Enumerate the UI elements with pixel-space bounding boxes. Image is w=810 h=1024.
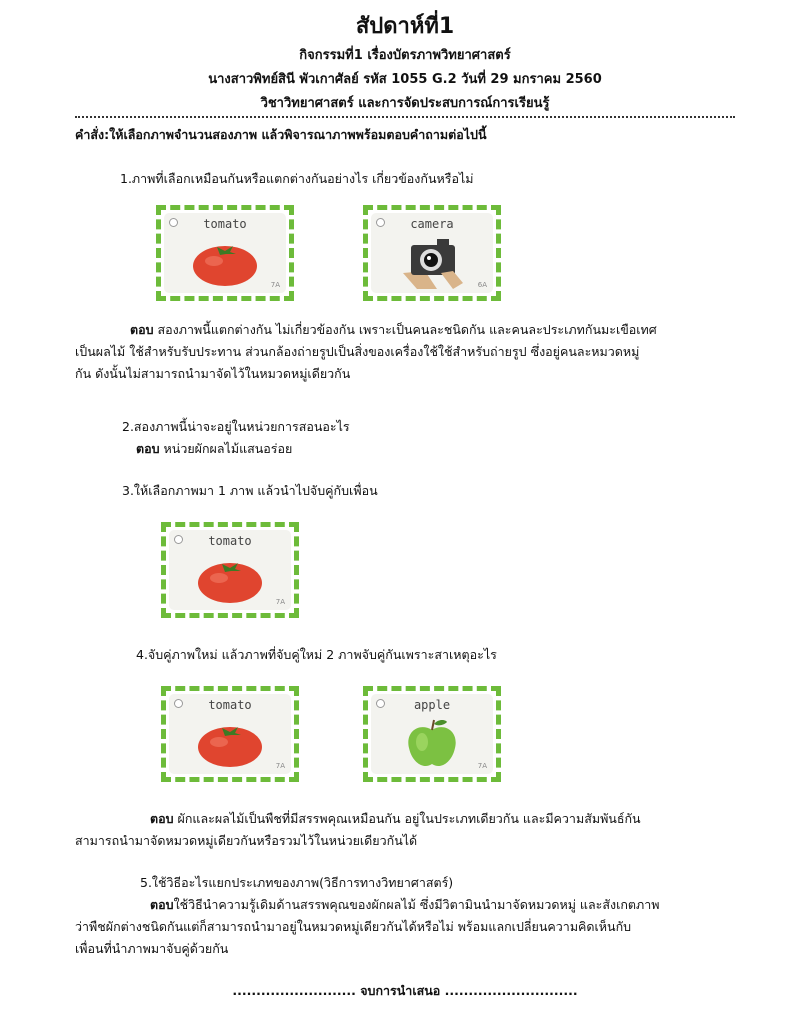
answer-5-line-1 [75,894,660,916]
footer-end: .......................... จบการนำเสนอ ............................ [232,983,578,998]
question-1: 1.ภาพที่เลือกเหมือนกันหรือแตกต่างกันอย่างไร เกี่ยวข้องกันหรือไม่ [120,171,474,186]
card-code: 7A [275,762,285,770]
activity-title: กิจกรรมที่1 เรื่องบัตรภาพวิทยาศาสตร์ [299,48,511,63]
apple-icon [397,714,467,770]
card-apple [363,686,501,782]
card-tomato [156,205,294,301]
card-tomato [161,686,299,782]
answer-5-line-2: ว่าพืชผักต่างชนิดกันแต่ก็สามารถนำมาอยู่ในหมวดหมู่เดียวกันได้หรือไม่ พร้อมแลกเปลี่ยนความคิดเห็นกับ [75,919,632,934]
page-title: สัปดาห์ที่1 [355,14,455,39]
question-5: 5.ใช้วิธีอะไรแยกประเภทของภาพ(วิธีการทางวิทยาศาสตร์) [140,875,454,890]
tomato-icon [195,714,265,770]
card-word: apple [413,698,451,712]
answer-1-line-3: กัน ดังนั้นไม่สามารถนำมาจัดไว้ในหมวดหมู่เดียวกัน [75,366,351,381]
question-2: 2.สองภาพนี้น่าจะอยู่ในหน่วยการสอนอะไร [122,419,350,434]
answer-text: หน่วยผักผลไม้แสนอร่อย [159,441,293,456]
card-word: tomato [208,698,252,712]
card-word: tomato [208,534,252,548]
answer-1-line-1 [75,319,657,341]
answer-label: ตอบ [150,897,174,912]
card-code: 7A [275,598,285,606]
card-code: 7A [477,762,487,770]
card-code: 6A [477,281,487,289]
dotted-divider [75,116,735,118]
answer-2 [136,438,292,460]
answer-text: ใช้วิธีนำความรู้เดิมด้านสรรพคุณของผักผลไม้ ซึ่งมีวิตามินนำมาจัดหมวดหมู่ และสังเกตภาพ [173,897,660,912]
card-camera [363,205,501,301]
question-4: 4.จับคู่ภาพใหม่ แล้วภาพที่จับคู่ใหม่ 2 ภาพจับคู่กันเพราะสาเหตุอะไร [136,647,497,662]
camera-icon [397,233,467,289]
author-line: นางสาวพิทย์สินี พัวเกาศัลย์ รหัส 1055 G.2 วันที่ 29 มกราคม 2560 [208,72,602,87]
answer-5-line-3: เพื่อนที่นำภาพมาจับคู่ด้วยกัน [75,941,229,956]
answer-1-line-2: เป็นผลไม้ ใช้สำหรับรับประทาน ส่วนกล้องถ่ายรูปเป็นสิ่งของเครื่องใช้ใช้สำหรับถ่ายรูป ซึ่งอยู่คนละหมวดหมู่ [75,344,640,359]
card-word: camera [410,217,454,231]
answer-4-line-1 [75,808,641,830]
answer-label: ตอบ [150,811,174,826]
question-3: 3.ให้เลือกภาพมา 1 ภาพ แล้วนำไปจับคู่กับเพื่อน [122,483,378,498]
instruction: คำสั่ง:ให้เลือกภาพจำนวนสองภาพ แล้วพิจารณาภาพพร้อมตอบคำถามต่อไปนี้ [75,127,487,142]
tomato-icon [190,233,260,289]
course-line: วิชาวิทยาศาสตร์ และการจัดประสบการณ์การเรียนรู้ [260,96,550,111]
answer-label: ตอบ [130,322,154,337]
answer-text: สองภาพนี้แตกต่างกัน ไม่เกี่ยวข้องกัน เพราะเป็นคนละชนิดกัน และคนละประเภทกันมะเขือเทศ [153,322,657,337]
card-word: tomato [203,217,247,231]
answer-4-line-2: สามารถนำมาจัดหมวดหมู่เดียวกันหรือรวมไว้ในหน่วยเดียวกันได้ [75,833,418,848]
answer-label: ตอบ [136,441,160,456]
card-code: 7A [270,281,280,289]
card-tomato [161,522,299,618]
answer-text: ผักและผลไม้เป็นพืชที่มีสรรพคุณเหมือนกัน อยู่ในประเภทเดียวกัน และมีความสัมพันธ์กัน [173,811,641,826]
tomato-icon [195,550,265,606]
